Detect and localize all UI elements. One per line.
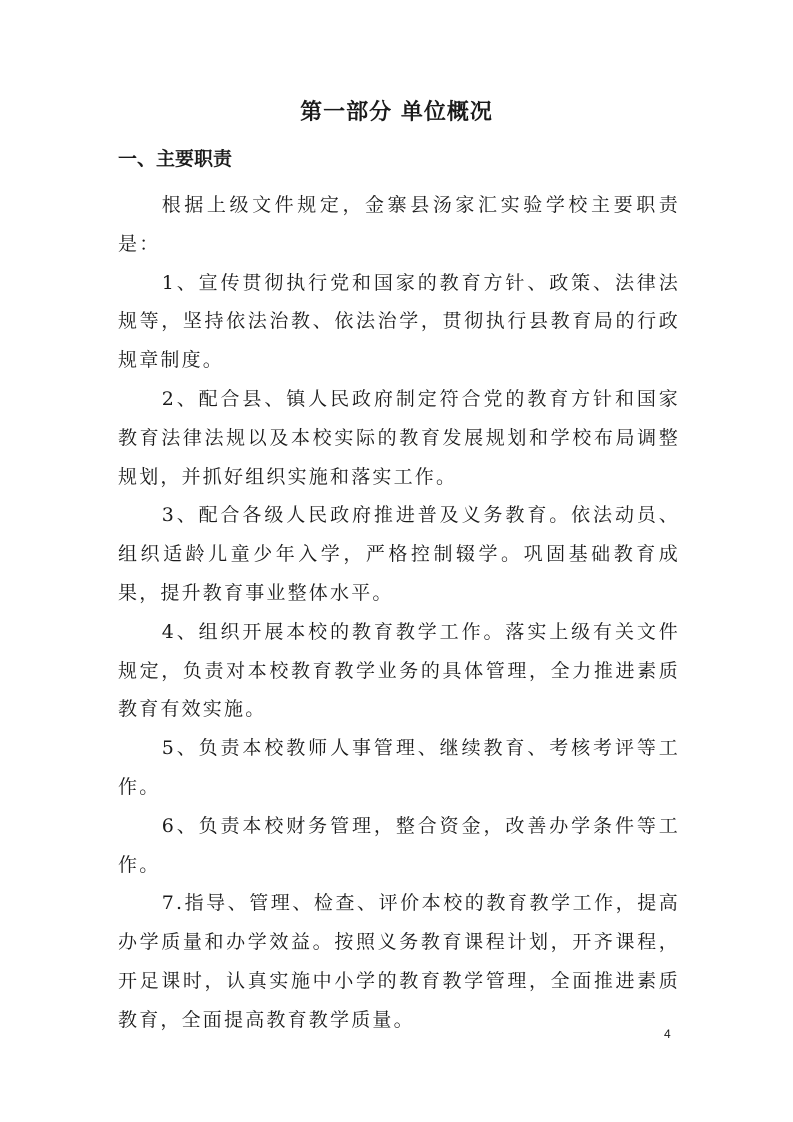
paragraph-duty-6: 6、负责本校财务管理，整合资金，改善办学条件等工作。 (118, 814, 680, 876)
page-title: 第一部分 单位概况 (300, 100, 493, 125)
paragraph-duty-5: 5、负责本校教师人事管理、继续教育、考核考评等工作。 (118, 737, 680, 798)
body-text (118, 186, 680, 1040)
paragraph-duty-2: 2、配合县、镇人民政府制定符合党的教育方针和国家教育法律法规以及本校实际的教育发展规划和学校布局调整规划，并抓好组织实施和落实工作。 (118, 387, 680, 488)
page-number: 4 (664, 1027, 671, 1041)
paragraph-intro: 根据上级文件规定，金寨县汤家汇实验学校主要职责是： (118, 194, 680, 255)
paragraph-duty-7: 7.指导、管理、检查、评价本校的教育教学工作，提高办学质量和办学效益。按照义务教育课程计划，开齐课程，开足课时，认真实施中小学的教育教学管理，全面推进素质教育，全面提高教育教学质量。 (118, 892, 680, 1031)
paragraph-duty-4: 4、组织开展本校的教育教学工作。落实上级有关文件规定，负责对本校教育教学业务的具体管理，全力推进素质教育有效实施。 (118, 620, 680, 721)
paragraph-duty-3: 3、配合各级人民政府推进普及义务教育。依法动员、组织适龄儿童少年入学，严格控制辍学。巩固基础教育成果，提升教育事业整体水平。 (118, 504, 680, 604)
paragraph-duty-1: 1、宣传贯彻执行党和国家的教育方针、政策、法律法规等，坚持依法治教、依法治学，贯彻执行县教育局的行政规章制度。 (118, 271, 680, 372)
section-heading: 一、主要职责 (118, 148, 233, 170)
